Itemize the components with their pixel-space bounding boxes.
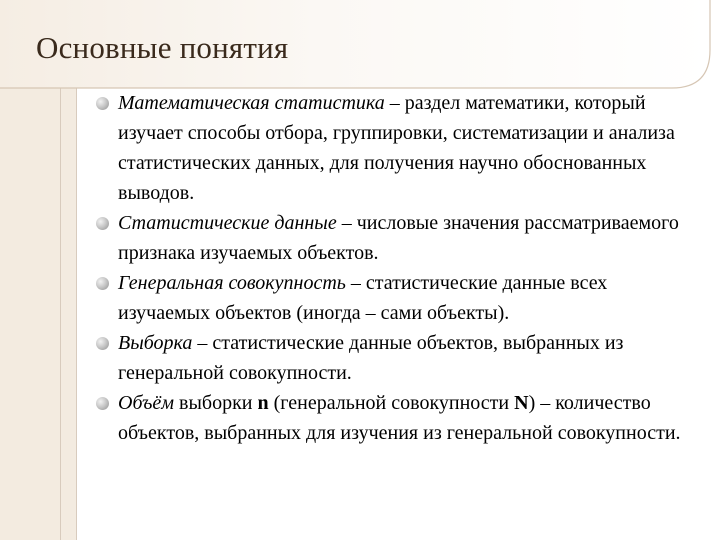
bullet-icon	[96, 337, 109, 350]
list-item	[96, 88, 696, 208]
list-item	[96, 268, 696, 328]
term-label: Математическая статистика	[118, 92, 385, 114]
definition-text: – статистические данные объектов, выбранных из генеральной совокупности.	[118, 332, 624, 384]
bullet-icon	[96, 97, 109, 110]
definition-text: – числовые значения рассматриваемого признака изучаемых объектов.	[118, 212, 679, 264]
content-area	[96, 88, 696, 448]
term-label: Объём	[118, 392, 175, 414]
term-label: Выборка	[118, 332, 193, 354]
concept-list	[96, 88, 696, 448]
term-label: Статистические данные	[118, 212, 337, 234]
symbol-n: n	[257, 392, 269, 414]
definition-text: – статистические данные всех изучаемых объектов (иногда – сами объекты).	[118, 272, 608, 324]
bullet-icon	[96, 217, 109, 230]
bullet-icon	[96, 277, 109, 290]
list-item	[96, 208, 696, 268]
definition-text: (генеральной совокупности	[268, 392, 515, 414]
list-item	[96, 388, 696, 448]
term-label: Генеральная совокупность	[118, 272, 346, 294]
symbol-N: N	[514, 392, 529, 414]
list-item	[96, 328, 696, 388]
page-title: Основные понятия	[36, 30, 289, 65]
definition-text: выборки	[174, 392, 258, 414]
bullet-icon	[96, 397, 109, 410]
title-frame	[0, 0, 720, 92]
definition-text: ) – количество объектов, выбранных для изучения из генеральной совокупности.	[118, 392, 681, 444]
definition-text: – раздел математики, который изучает способы отбора, группировки, систематизации и анализа статистических данных, для получения научно обоснованных выводов.	[118, 92, 675, 204]
